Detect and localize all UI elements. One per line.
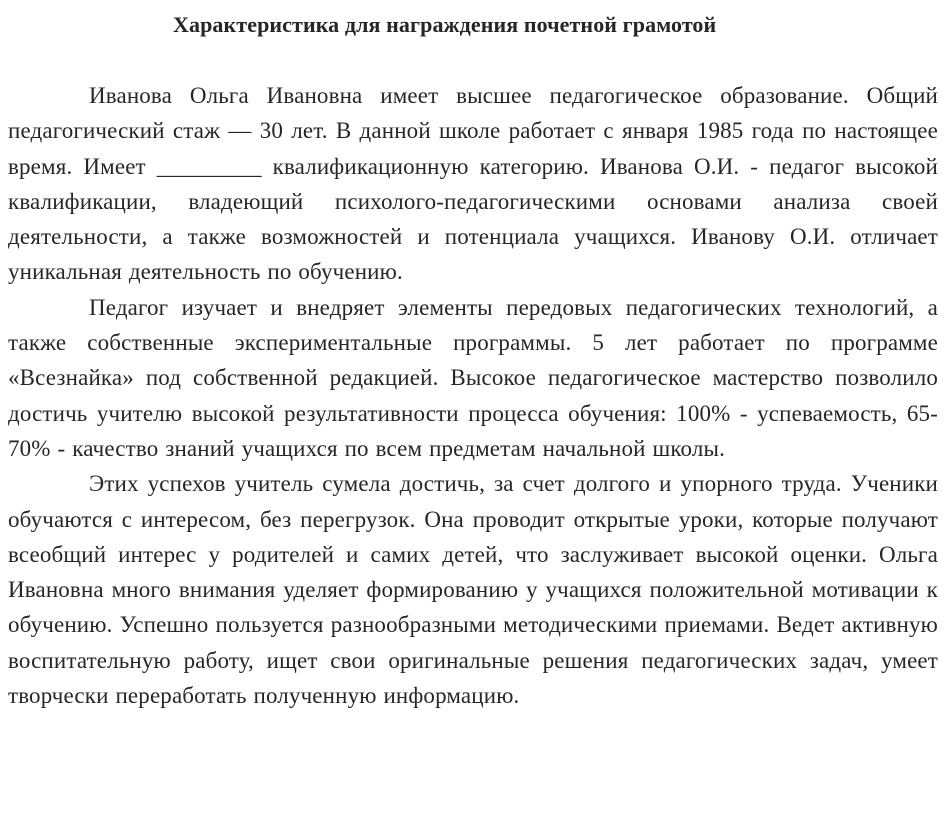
document-title: Характеристика для награждения почетной грамотой — [173, 12, 717, 37]
document-body — [8, 78, 938, 713]
paragraph-2: Педагог изучает и внедряет элементы передовых педагогических технологий, а также собственные экспериментальные программы. 5 лет работает по программе «Всезнайка» под собственной редакцией. Высокое педагогическое мастерство позволило достичь учителю высокой результативности процесса обучения: 100% - успеваемость, 65-70% - качество знаний учащихся по всем предметам начальной школы. — [8, 294, 938, 461]
paragraph-1: Иванова Ольга Ивановна имеет высшее педагогическое образование. Общий педагогический стаж — 30 лет. В данной школе работает с января 1985 года по настоящее время. Имеет _________ квалификационную категорию. Иванова О.И. - педагог высокой квалификации, владеющий психолого-педагогическими основами анализа своей деятельности, а также возможностей и потенциала учащихся. Иванову О.И. отличает уникальная деятельность по обучению. — [8, 83, 938, 285]
paragraph-3: Этих успехов учитель сумела достичь, за счет долгого и упорного труда. Ученики обучаются с интересом, без перегрузок. Она проводит открытые уроки, которые получают всеобщий интерес у родителей и самих детей, что заслуживает высокой оценки. Ольга Ивановна много внимания уделяет формированию у учащихся положительной мотивации к обучению. Успешно пользуется разнообразными методическими приемами. Ведет активную воспитательную работу, ищет свои оригинальные решения педагогических задач, умеет творчески переработать полученную информацию. — [8, 471, 938, 709]
